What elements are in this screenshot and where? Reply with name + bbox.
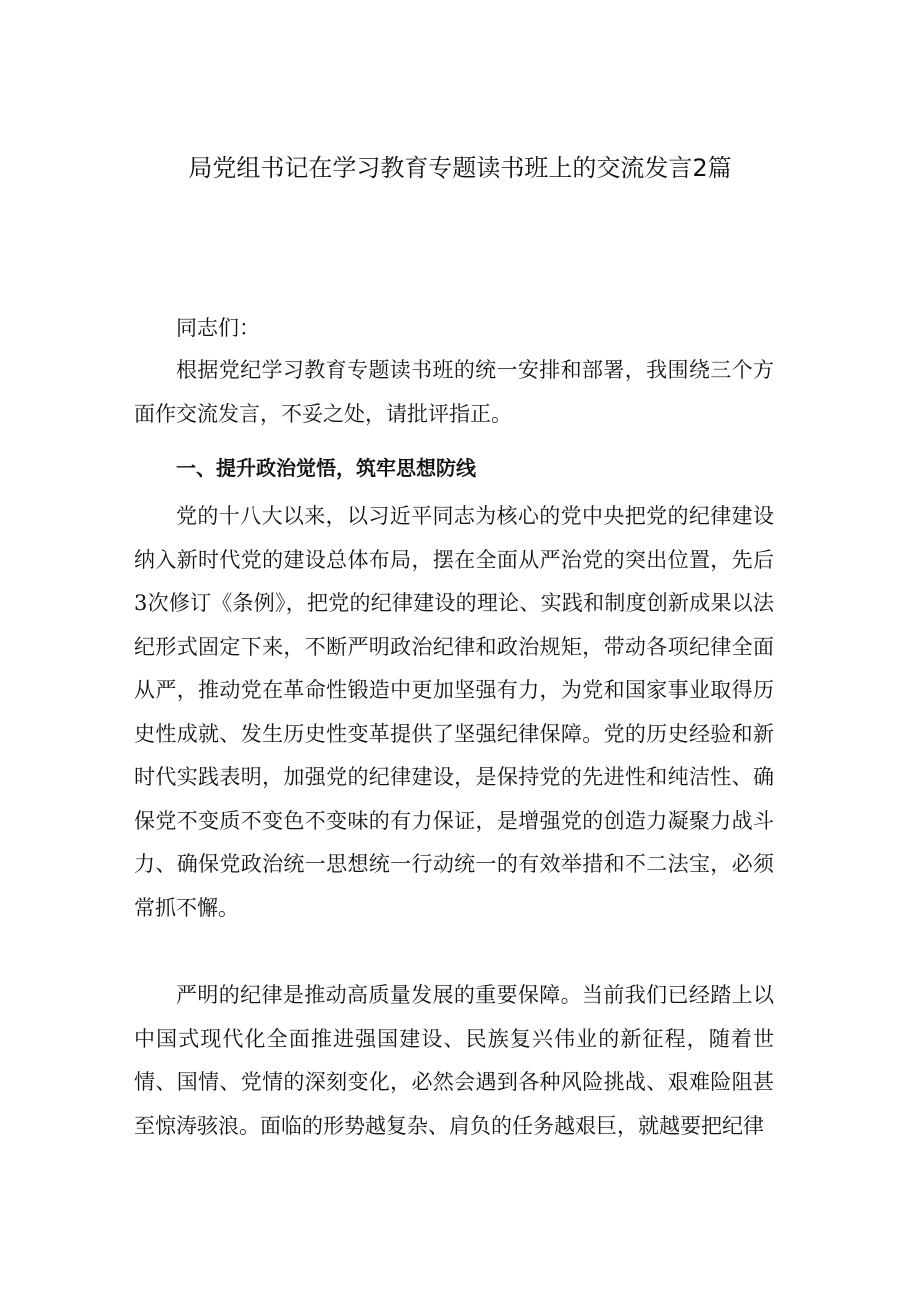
salutation: 同志们： (176, 316, 260, 340)
paragraph-body-1: 党的十八大以来，以习近平同志为核心的党中央把党的纪律建设纳入新时代党的建设总体布局，摆在全面从严治党的突出位置，先后3次修订《条例》，把党的纪律建设的理论、实践和制度创新成果以法纪形式固定下来，不断严明政治纪律和政治规矩，带动各项纪律全面从严，推动党在革命性锻造中更加坚强有力，为党和国家事业取得历史性成就、发生历史性变革提供了坚强纪律保障。党的历史经验和新时代实践表明，加强党的纪律建设，是保持党的先进性和纯洁性、确保党不变质不变色不变味的有力保证，是增强党的创造力凝聚力战斗力、确保党政治统一思想统一行动统一的有效举措和不二法宝，必须常抓不懈。 (134, 504, 774, 920)
paragraph-intro: 根据党纪学习教育专题读书班的统一安排和部署，我围绕三个方面作交流发言，不妥之处，请批评指正。 (134, 358, 774, 426)
section-heading-1: 一、提升政治觉悟，筑牢思想防线 (176, 456, 476, 480)
document-title: 局党组书记在学习教育专题读书班上的交流发言2篇 (188, 154, 732, 182)
paragraph-body-2: 严明的纪律是推动高质量发展的重要保障。当前我们已经踏上以中国式现代化全面推进强国建设、民族复兴伟业的新征程，随着世情、国情、党情的深刻变化，必然会遇到各种风险挑战、艰难险阻甚至惊涛骇浪。面临的形势越复杂、肩负的任务越艰巨，就越要把纪律 (134, 983, 774, 1138)
